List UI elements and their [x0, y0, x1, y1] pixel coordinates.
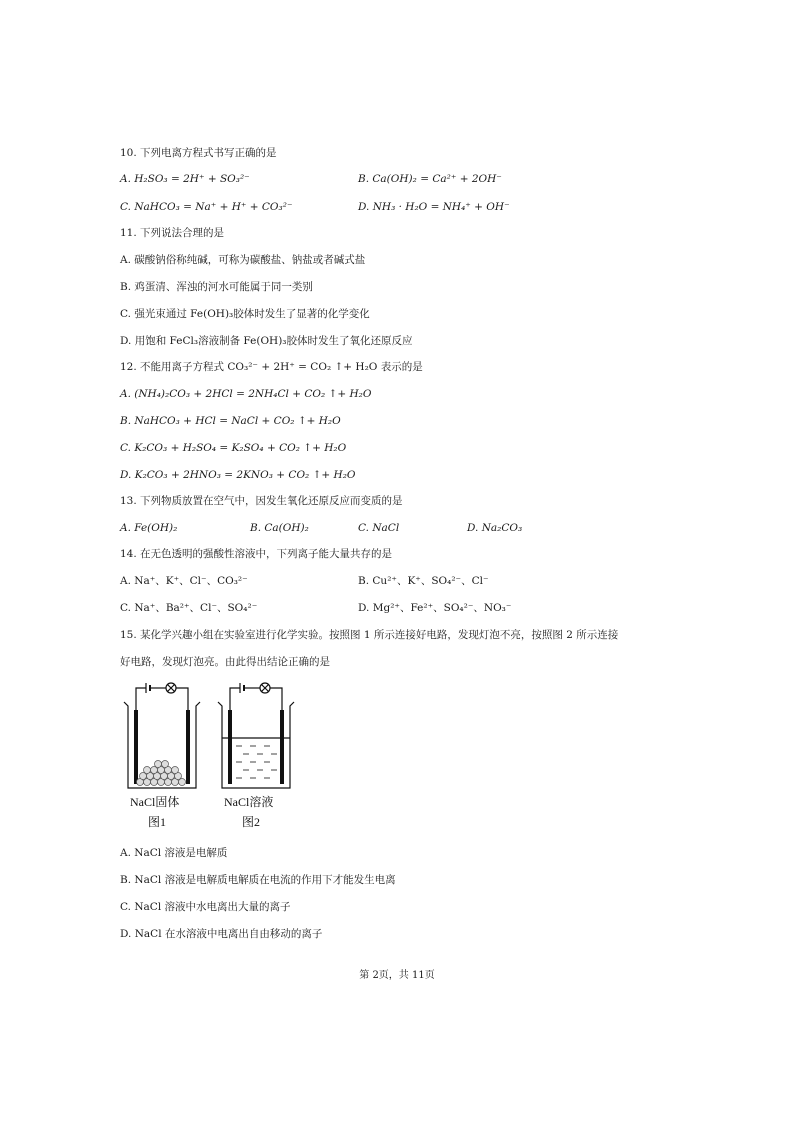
circuit-diagram — [118, 680, 318, 835]
circuit-figure — [118, 680, 318, 835]
q12-option-a: A. (NH₄)₂CO₃ + 2HCl = 2NH₄Cl + CO₂ ↑+ H₂O — [120, 388, 372, 400]
q15-option-d: D. NaCl 在水溶液中电离出自由移动的离子 — [120, 928, 323, 940]
fig2-electrode-right — [280, 710, 284, 784]
q14-option-a: A. Na⁺、K⁺、Cl⁻、CO₃²⁻ — [120, 575, 248, 587]
fig1-caption: 图1 — [148, 815, 167, 829]
fig2-label: NaCl溶液 — [224, 795, 274, 809]
q10-option-b: B. Ca(OH)₂ = Ca²⁺ + 2OH⁻ — [358, 173, 502, 185]
fig1-electrode-right — [186, 710, 190, 784]
fig2-electrode-left — [228, 710, 232, 784]
q11-option-a: A. 碳酸钠俗称纯碱，可称为碳酸盐、钠盐或者碱式盐 — [120, 254, 366, 266]
q15-stem-line1: 15. 某化学兴趣小组在实验室进行化学实验。按照图 1 所示连接好电路，发现灯泡不亮，按照图 2 所示连接 — [120, 629, 619, 641]
q13-stem: 13. 下列物质放置在空气中，因发生氧化还原反应而变质的是 — [120, 495, 403, 507]
q12-stem: 12. 不能用离子方程式 CO₃²⁻ + 2H⁺ = CO₂ ↑+ H₂O 表示的是 — [120, 361, 423, 373]
q12-option-d: D. K₂CO₃ + 2HNO₃ = 2KNO₃ + CO₂ ↑+ H₂O — [120, 469, 356, 481]
q15-stem-line2: 好电路，发现灯泡亮。由此得出结论正确的是 — [120, 656, 330, 668]
q13-option-b: B. Ca(OH)₂ — [250, 522, 309, 534]
q15-option-b: B. NaCl 溶液是电解质电解质在电流的作用下才能发生电离 — [120, 874, 396, 886]
q15-option-c: C. NaCl 溶液中水电离出大量的离子 — [120, 901, 291, 913]
q10-stem: 10. 下列电离方程式书写正确的是 — [120, 147, 277, 159]
q14-option-b: B. Cu²⁺、K⁺、SO₄²⁻、Cl⁻ — [358, 575, 489, 587]
q13-option-c: C. NaCl — [358, 522, 400, 534]
q13-option-a: A. Fe(OH)₂ — [120, 522, 178, 534]
q14-stem: 14. 在无色透明的强酸性溶液中，下列离子能大量共存的是 — [120, 548, 393, 560]
q11-stem: 11. 下列说法合理的是 — [120, 227, 225, 239]
fig2-nacl-solution — [236, 746, 277, 778]
page-footer: 第 2页，共 11页 — [359, 970, 435, 981]
fig2-caption: 图2 — [242, 815, 261, 829]
q10-option-c: C. NaHCO₃ = Na⁺ + H⁺ + CO₃²⁻ — [120, 201, 293, 213]
q11-option-d: D. 用饱和 FeCl₃溶液制备 Fe(OH)₃胶体时发生了氧化还原反应 — [120, 335, 413, 347]
q11-option-c: C. 强光束通过 Fe(OH)₃胶体时发生了显著的化学变化 — [120, 308, 370, 320]
q10-option-d: D. NH₃ · H₂O = NH₄⁺ + OH⁻ — [358, 201, 510, 213]
q11-option-b: B. 鸡蛋清、浑浊的河水可能属于同一类别 — [120, 281, 313, 293]
q12-option-c: C. K₂CO₃ + H₂SO₄ = K₂SO₄ + CO₂ ↑+ H₂O — [120, 442, 347, 454]
q15-option-a: A. NaCl 溶液是电解质 — [120, 847, 228, 859]
fig1-nacl-solid — [137, 761, 186, 786]
q14-option-c: C. Na⁺、Ba²⁺、Cl⁻、SO₄²⁻ — [120, 602, 258, 614]
q12-option-b: B. NaHCO₃ + HCl = NaCl + CO₂ ↑+ H₂O — [120, 415, 341, 427]
q13-option-d: D. Na₂CO₃ — [467, 522, 523, 534]
fig1-electrode-left — [134, 710, 138, 784]
q10-option-a: A. H₂SO₃ = 2H⁺ + SO₃²⁻ — [120, 173, 250, 185]
fig1-label: NaCl固体 — [130, 795, 180, 809]
q14-option-d: D. Mg²⁺、Fe²⁺、SO₄²⁻、NO₃⁻ — [358, 602, 512, 614]
